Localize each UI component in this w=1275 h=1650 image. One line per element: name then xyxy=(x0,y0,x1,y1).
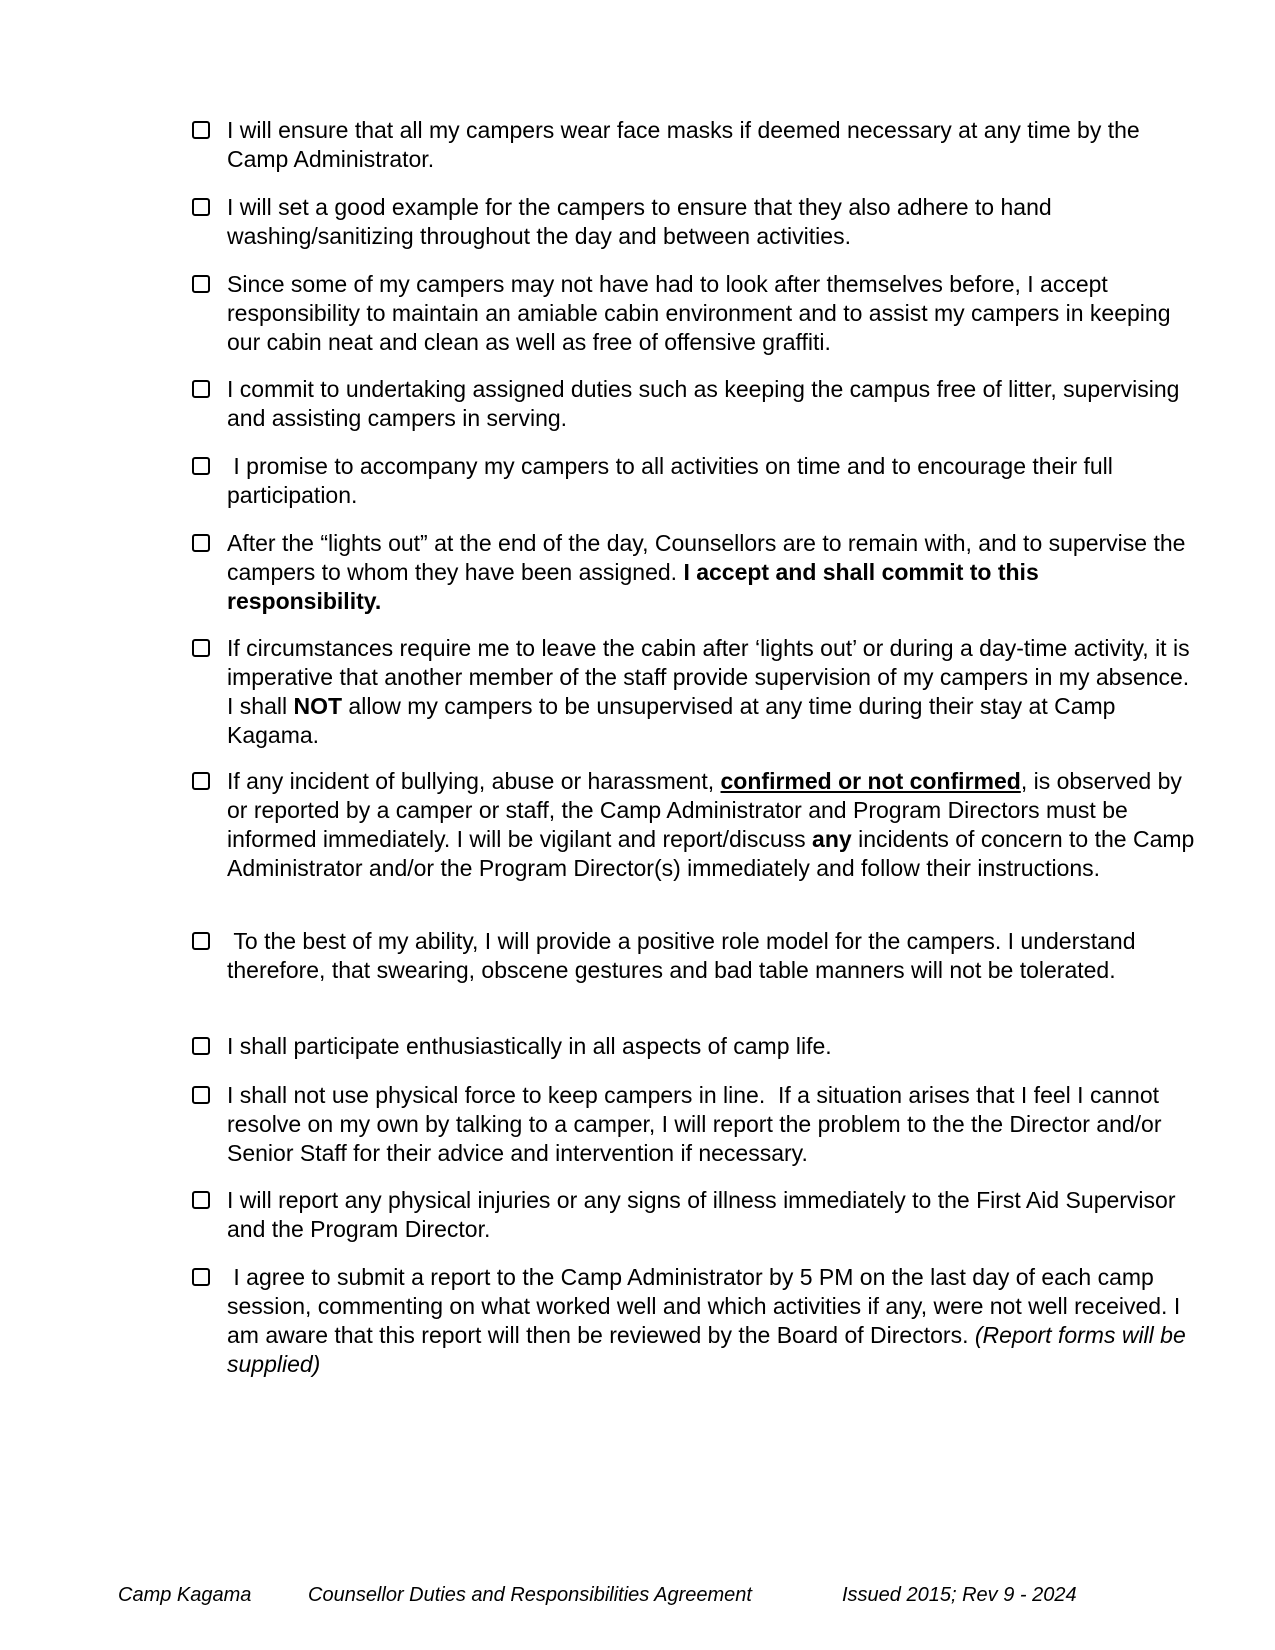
item-text: I agree to submit a report to the Camp Administrator by 5 PM on the last day of each camp session, commenting on what worked well and which activities if any, were not well received. I am aware that this report will then be reviewed by the Board of Directors. xyxy=(227,1264,1187,1348)
item-text-bold: I accept and shall commit to this responsibility. xyxy=(227,559,1039,614)
item-text: I commit to undertaking assigned duties such as keeping the campus free of litter, supervising and assisting campers in serving. xyxy=(227,376,1180,431)
item-text: , is observed by or reported by a camper or staff, the Camp Administrator and Program Directors must be informed immediately. I will be vigilant and report/discuss xyxy=(227,768,1182,852)
footer-issued: Issued 2015; Rev 9 - 2024 xyxy=(842,1584,1077,1606)
item-text: I shall participate enthusiastically in all aspects of camp life. xyxy=(227,1033,832,1059)
page-footer xyxy=(0,1584,1275,1612)
list-item xyxy=(191,1186,1197,1244)
checkbox[interactable] xyxy=(192,534,210,552)
list-item xyxy=(191,529,1197,616)
item-text: After the “lights out” at the end of the day, Counsellors are to remain with, and to supervise the campers to whom they have been assigned. xyxy=(227,530,1186,585)
checkbox[interactable] xyxy=(192,275,210,293)
list-item xyxy=(191,116,1197,174)
checkbox[interactable] xyxy=(192,772,210,790)
list-item xyxy=(191,1032,1197,1061)
list-item xyxy=(191,270,1197,357)
checkbox[interactable] xyxy=(192,1086,210,1104)
item-text: I promise to accompany my campers to all activities on time and to encourage their full participation. xyxy=(227,453,1120,508)
checkbox[interactable] xyxy=(192,1037,210,1055)
list-item xyxy=(191,767,1197,883)
item-text: I will ensure that all my campers wear face masks if deemed necessary at any time by the Camp Administrator. xyxy=(227,117,1140,172)
item-text-italic: (Report forms will be supplied) xyxy=(227,1322,1186,1377)
footer-org: Camp Kagama xyxy=(118,1584,252,1606)
item-text: If any incident of bullying, abuse or harassment, xyxy=(227,768,721,794)
checkbox[interactable] xyxy=(192,1191,210,1209)
checkbox[interactable] xyxy=(192,932,210,950)
item-text-underlined: confirmed or not confirmed xyxy=(720,768,1021,794)
checkbox[interactable] xyxy=(192,457,210,475)
list-item xyxy=(191,452,1197,510)
list-item xyxy=(191,193,1197,251)
item-text: To the best of my ability, I will provide a positive role model for the campers. I understand therefore, that swearing, obscene gestures and bad table manners will not be tolerated. xyxy=(227,928,1142,983)
item-text: I will report any physical injuries or any signs of illness immediately to the First Aid Supervisor and the Program Director. xyxy=(227,1187,1176,1242)
item-text: I will set a good example for the campers to ensure that they also adhere to hand washing/sanitizing throughout the day and between activities. xyxy=(227,194,1052,249)
list-item xyxy=(191,927,1197,985)
footer-title: Counsellor Duties and Responsibilities Agreement xyxy=(308,1584,752,1606)
item-text-bold: NOT xyxy=(293,693,343,719)
list-item xyxy=(191,375,1197,433)
checkbox[interactable] xyxy=(192,639,210,657)
item-text-bold: any xyxy=(812,826,852,852)
checkbox[interactable] xyxy=(192,380,210,398)
checkbox[interactable] xyxy=(192,121,210,139)
item-text: allow my campers to be unsupervised at any time during their stay at Camp Kagama. xyxy=(227,693,1116,748)
item-text: incidents of concern to the Camp Administrator and/or the Program Director(s) immediately and follow their instructions. xyxy=(227,826,1195,881)
checkbox[interactable] xyxy=(192,198,210,216)
checkbox[interactable] xyxy=(192,1268,210,1286)
item-text: Since some of my campers may not have had to look after themselves before, I accept responsibility to maintain an amiable cabin environment and to assist my campers in keeping our cabin neat and clean as well as free of offensive graffiti. xyxy=(227,271,1171,355)
list-item xyxy=(191,634,1197,750)
list-item xyxy=(191,1263,1197,1379)
item-text: I shall not use physical force to keep campers in line. If a situation arises that I feel I cannot resolve on my own by talking to a camper, I will report the problem to the the Director and/or Senior Staff for their advice and intervention if necessary. xyxy=(227,1082,1168,1166)
item-text: If circumstances require me to leave the cabin after ‘lights out’ or during a day-time activity, it is imperative that another member of the staff provide supervision of my campers in my absence. I shall xyxy=(227,635,1190,719)
list-item xyxy=(191,1081,1197,1168)
